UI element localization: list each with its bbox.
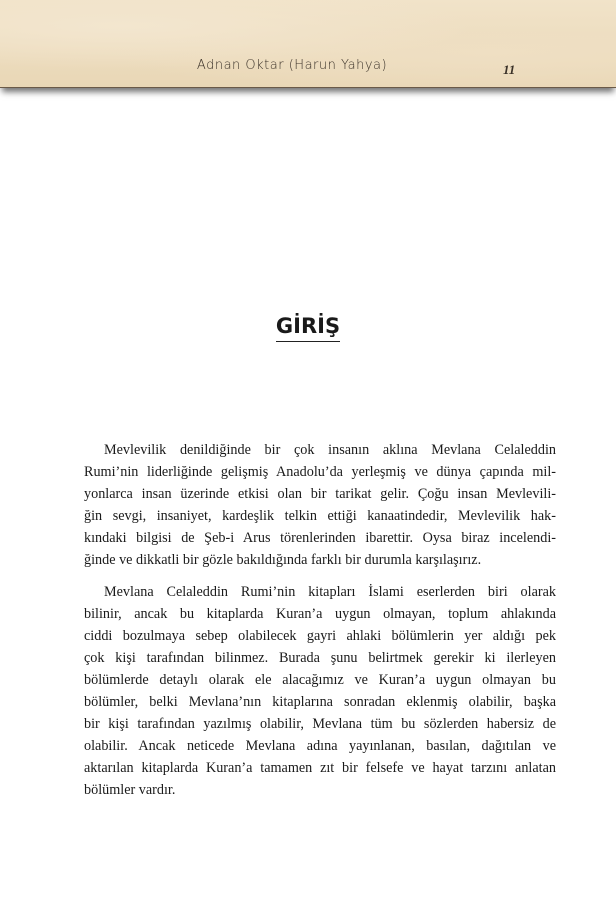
text-line: çok kişi tarafından bilinmez. Burada şunu belirtmek gerekir ki ilerleyen xyxy=(84,650,556,666)
text-line: bölümler vardır. xyxy=(84,782,176,798)
text-line: Mevlana Celaleddin Rumi’nin kitapları İslami eserlerden biri olarak xyxy=(104,584,556,600)
header-author: Adnan Oktar (Harun Yahya) xyxy=(196,58,388,73)
text-line: Mevlevilik denildiğinde bir çok insanın aklına Mevlana Celaleddin xyxy=(104,442,556,458)
text-line: Rumi’nin liderliğinde gelişmiş Anadolu’da yerleşmiş ve dünya çapında mil- xyxy=(84,464,556,480)
text-line: aktarılan kitaplarda Kuran’a tamamen zıt bir felsefe ve hayat tarzını anlatan xyxy=(84,760,556,776)
paragraph-1 xyxy=(84,439,556,571)
text-line: ğin sevgi, insaniyet, kardeşlik telkin ettiği kanaatindedir, Mevlevilik hak- xyxy=(84,508,556,524)
text-line: bir kişi tarafından yazılmış olabilir, Mevlana tüm bu sözlerden habersiz de xyxy=(84,716,556,732)
text-line: kındaki bilgisi de Şeb-i Arus törenlerinden ibarettir. Oysa biraz incelendi- xyxy=(84,530,556,546)
chapter-title-text: GİRİŞ xyxy=(276,314,340,342)
text-line: bölümler, belki Mevlana’nın kitaplarına sonradan eklenmiş olabilir, başka xyxy=(84,694,556,710)
text-line: ciddi bozulmaya sebep olabilecek gayri ahlaki bölümlerin yer aldığı pek xyxy=(84,628,556,644)
chapter-title xyxy=(0,314,616,338)
page-header xyxy=(0,0,616,88)
page-number: 11 xyxy=(503,62,516,77)
text-line: bilinir, ancak bu kitaplarda Kuran’a uygun olmayan, toplum ahlakında xyxy=(84,606,556,622)
text-line: olabilir. Ancak neticede Mevlana adına yayınlanan, basılan, dağıtılan ve xyxy=(84,738,556,754)
text-line: bölümlerde detaylı olarak ele alacağımız ve Kuran’a uygun olmayan bu xyxy=(84,672,556,688)
paragraph-2 xyxy=(84,581,556,801)
text-line: ğinde ve dikkatli bir gözle bakıldığında farklı bir durumla karşılaşırız. xyxy=(84,552,482,568)
text-line: yonlarca insan üzerinde etkisi olan bir tarikat gelir. Çoğu insan Mevlevili- xyxy=(84,486,556,502)
